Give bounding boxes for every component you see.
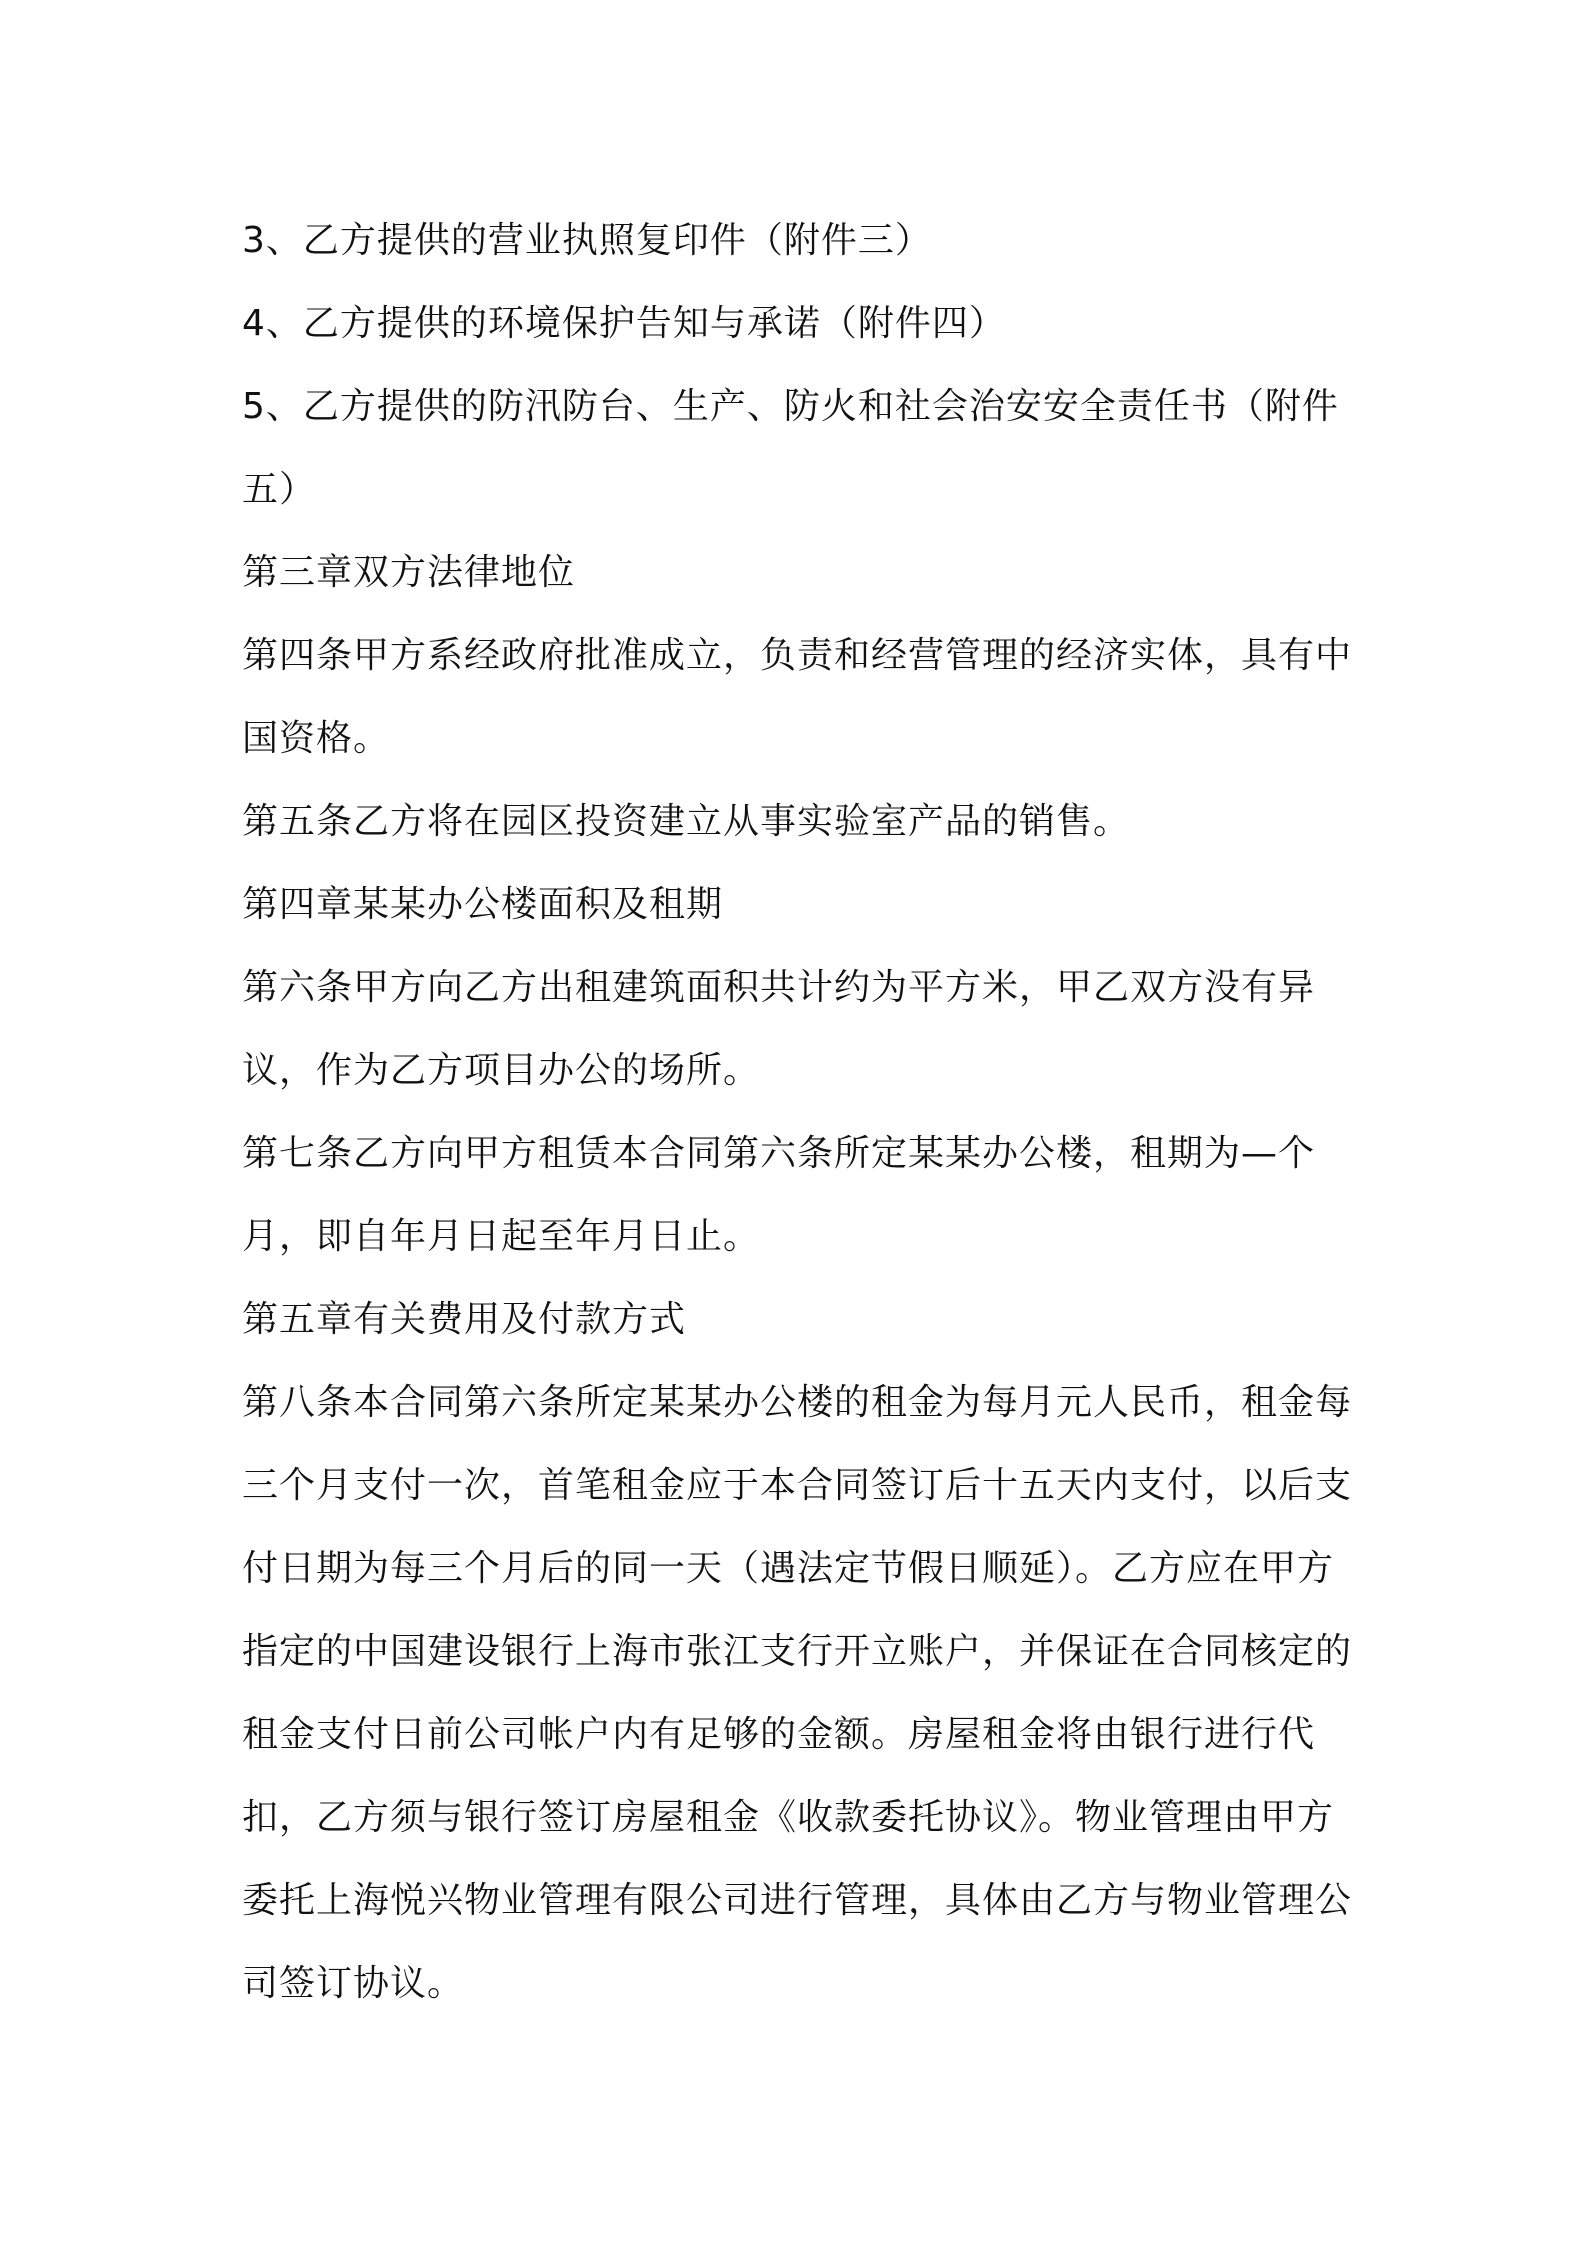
- list-item-attachment-3: 3、乙方提供的营业执照复印件（附件三）: [242, 220, 932, 261]
- article-4-paragraph: 第四条甲方系经政府批准成立，负责和经营管理的经济实体，具有中国资格。: [242, 635, 1353, 759]
- article-5-paragraph: 第五条乙方将在园区投资建立从事实验室产品的销售。: [242, 801, 1131, 842]
- document-body: [242, 199, 1362, 2025]
- list-item-attachment-5: 5、乙方提供的防汛防台、生产、防火和社会治安安全责任书（附件五）: [242, 386, 1339, 510]
- chapter-4-heading: 第四章某某办公楼面积及租期: [242, 884, 724, 925]
- article-6-paragraph: 第六条甲方向乙方出租建筑面积共计约为平方米，甲乙双方没有异议，作为乙方项目办公的场所。: [242, 967, 1316, 1091]
- article-8-paragraph: 第八条本合同第六条所定某某办公楼的租金为每月元人民币，租金每三个月支付一次，首笔租金应于本合同签订后十五天内支付，以后支付日期为每三个月后的同一天（遇法定节假日顺延）。乙方应在甲方指定的中国建设银行上海市张江支行开立账户，并保证在合同核定的租金支付日前公司帐户内有足够的金额。房屋租金将由银行进行代扣，乙方须与银行签订房屋租金《收款委托协议》。物业管理由甲方委托上海悦兴物业管理有限公司进行管理，具体由乙方与物业管理公司签订协议。: [242, 1382, 1353, 2004]
- article-7-paragraph: 第七条乙方向甲方租赁本合同第六条所定某某办公楼，租期为—个月，即自年月日起至年月日止。: [242, 1133, 1316, 1257]
- chapter-3-heading: 第三章双方法律地位: [242, 552, 576, 593]
- list-item-attachment-4: 4、乙方提供的环境保护告知与承诺（附件四）: [242, 303, 1006, 344]
- chapter-5-heading: 第五章有关费用及付款方式: [242, 1299, 687, 1340]
